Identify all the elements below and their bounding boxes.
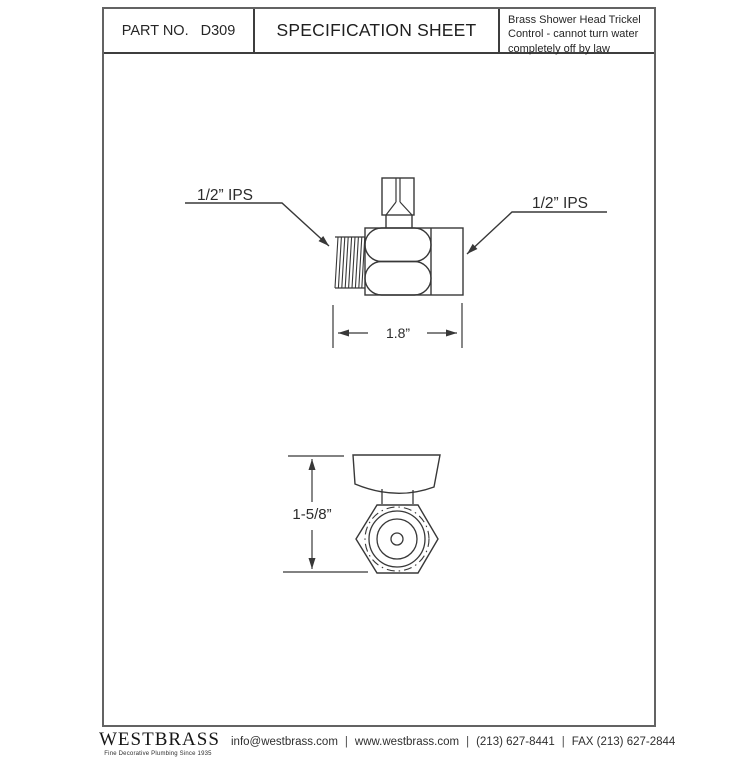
title-block xyxy=(104,9,654,54)
brand-logo xyxy=(99,729,220,757)
contact-separator: | xyxy=(561,736,565,748)
brand-tagline: Fine Decorative Plumbing Since 1935 xyxy=(104,751,212,757)
contact-separator: | xyxy=(344,736,348,748)
height-dimension-label: 1-5/8” xyxy=(292,506,332,523)
part-number-cell xyxy=(104,9,255,52)
page-title: SPECIFICATION SHEET xyxy=(255,9,500,52)
thread-hatching xyxy=(335,237,365,288)
width-dimension-label: 1.8” xyxy=(385,325,411,341)
right-port-label: 1/2” IPS xyxy=(532,195,588,212)
hex-body xyxy=(356,505,438,573)
contact-phone: (213) 627-8441 xyxy=(476,736,555,748)
bottom-view-drawing xyxy=(260,440,460,590)
left-port-leader-arrow xyxy=(185,203,329,246)
contact-fax: FAX (213) 627-2844 xyxy=(571,736,676,748)
part-number-label: PART NO. xyxy=(121,22,189,39)
width-dimension xyxy=(333,303,462,348)
right-port-leader-arrow xyxy=(467,212,607,254)
left-port-label: 1/2” IPS xyxy=(197,187,253,204)
side-view-drawing xyxy=(160,160,640,360)
valve-handle xyxy=(382,178,414,228)
contact-bar xyxy=(231,736,675,748)
product-description: Brass Shower Head Trickel Control - cannot turn water completely off by law xyxy=(508,14,641,55)
contact-website: www.westbrass.com xyxy=(354,736,460,748)
brand-wordmark: WESTBRASS xyxy=(99,729,220,750)
handle-bottom-view xyxy=(353,455,440,504)
sheet-border xyxy=(102,7,656,727)
valve-body xyxy=(365,228,463,295)
contact-separator: | xyxy=(466,736,470,748)
contact-email: info@westbrass.com xyxy=(231,736,338,748)
part-number-value: D309 xyxy=(200,22,236,39)
